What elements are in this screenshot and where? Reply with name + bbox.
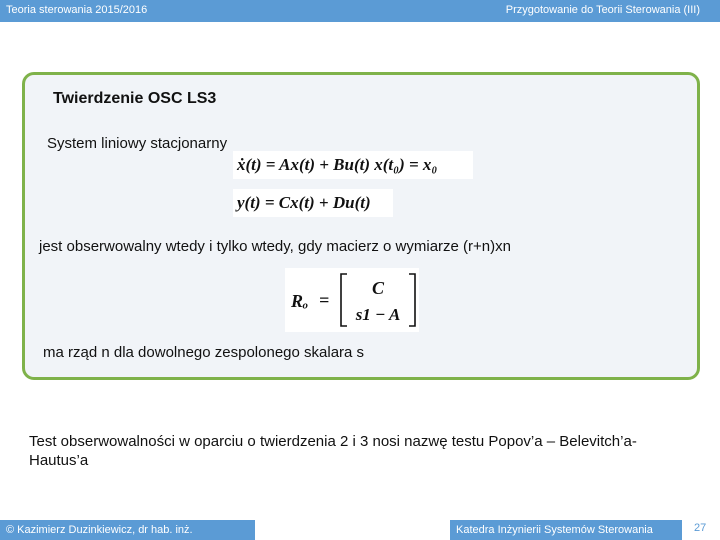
slide-footer (0, 520, 720, 540)
matrix-row-c: C (371, 278, 385, 298)
test-description: Test obserwowalności w oparciu o twierdzenia 2 i 3 nosi nazwę testu Popov’a – Belevitch’a-Hautus’a (29, 433, 637, 469)
header-topic: Przygotowanie do Teorii Sterowania (III) (505, 4, 700, 16)
left-bracket (341, 274, 347, 326)
theorem-statement: jest obserwowalny wtedy i tylko wtedy, gdy macierz o wymiarze (r+n)xn (39, 238, 511, 255)
matrix-equals: = (319, 290, 330, 310)
theorem-box (22, 72, 700, 380)
page-number: 27 (694, 522, 707, 534)
observability-matrix (285, 268, 419, 332)
rank-condition: ma rząd n dla dowolnego zespolonego skalara s (43, 344, 365, 361)
matrix-lhs: Rₒ (291, 291, 309, 311)
matrix-svg (285, 268, 419, 332)
theorem-title: Twierdzenie OSC LS3 (53, 90, 217, 107)
footer-department: Katedra Inżynierii Systemów Sterowania (456, 524, 653, 536)
right-bracket (409, 274, 415, 326)
matrix-row-sia: s1 − A (355, 305, 401, 324)
theorem-subtitle: System liniowy stacjonarny (47, 135, 228, 152)
output-equation: y(t) = Cx(t) + Du(t) (233, 189, 393, 217)
header-course: Teoria sterowania 2015/2016 (6, 4, 148, 16)
footer-author: © Kazimierz Duzinkiewicz, dr hab. inż. (6, 524, 193, 536)
state-equation: ẋ(t) = Ax(t) + Bu(t) x(t₀) = x₀ (233, 151, 473, 179)
slide-header (0, 0, 720, 22)
